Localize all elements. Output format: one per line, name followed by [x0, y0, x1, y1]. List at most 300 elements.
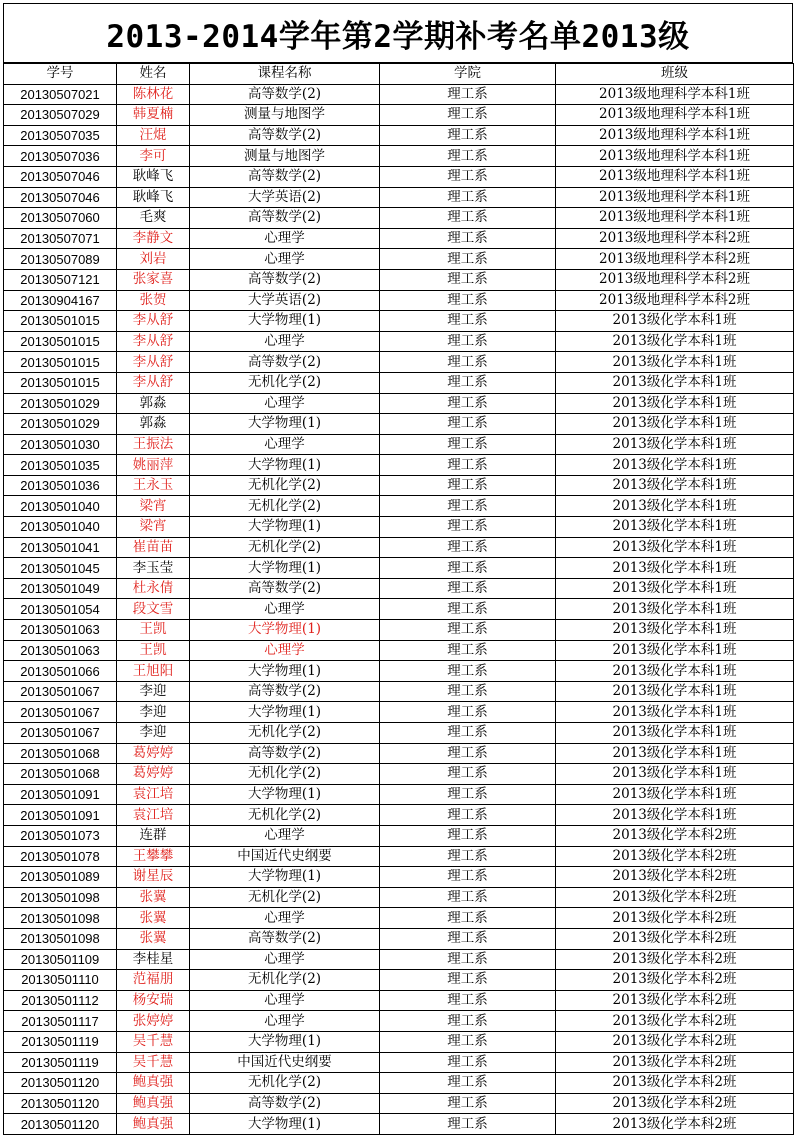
cell-student-id: 20130501120 [4, 1073, 117, 1094]
cell-student-id: 20130501098 [4, 908, 117, 929]
cell-college: 理工系 [380, 146, 556, 167]
cell-student-id: 20130507060 [4, 208, 117, 229]
header-course: 课程名称 [190, 64, 380, 85]
cell-student-id: 20130501054 [4, 599, 117, 620]
cell-class: 2013级化学本科1班 [556, 743, 794, 764]
cell-class: 2013级化学本科1班 [556, 372, 794, 393]
cell-student-id: 20130501040 [4, 496, 117, 517]
cell-college: 理工系 [380, 764, 556, 785]
cell-course: 大学物理(1) [190, 311, 380, 332]
cell-name: 张婷婷 [117, 1011, 190, 1032]
cell-class: 2013级化学本科1班 [556, 558, 794, 579]
table-row [4, 414, 794, 435]
cell-college: 理工系 [380, 208, 556, 229]
table-row [4, 640, 794, 661]
cell-name: 汪焜 [117, 125, 190, 146]
cell-student-id: 20130904167 [4, 290, 117, 311]
cell-course: 高等数学(2) [190, 269, 380, 290]
cell-name: 袁江培 [117, 784, 190, 805]
cell-course: 大学物理(1) [190, 702, 380, 723]
cell-name: 李迎 [117, 702, 190, 723]
cell-name: 李从舒 [117, 311, 190, 332]
cell-college: 理工系 [380, 125, 556, 146]
cell-class: 2013级化学本科1班 [556, 537, 794, 558]
cell-college: 理工系 [380, 187, 556, 208]
cell-student-id: 20130501112 [4, 990, 117, 1011]
cell-name: 王凯 [117, 620, 190, 641]
makeup-exam-sheet [3, 3, 793, 1135]
cell-class: 2013级化学本科1班 [556, 517, 794, 538]
cell-college: 理工系 [380, 784, 556, 805]
cell-student-id: 20130501109 [4, 949, 117, 970]
cell-course: 大学物理(1) [190, 517, 380, 538]
cell-class: 2013级地理科学本科1班 [556, 146, 794, 167]
cell-college: 理工系 [380, 84, 556, 105]
cell-college: 理工系 [380, 166, 556, 187]
cell-class: 2013级地理科学本科2班 [556, 269, 794, 290]
cell-college: 理工系 [380, 640, 556, 661]
cell-student-id: 20130501067 [4, 681, 117, 702]
cell-name: 葛婷婷 [117, 743, 190, 764]
cell-course: 无机化学(2) [190, 1073, 380, 1094]
cell-student-id: 20130501120 [4, 1114, 117, 1135]
cell-college: 理工系 [380, 1073, 556, 1094]
cell-college: 理工系 [380, 249, 556, 270]
cell-name: 梁宵 [117, 496, 190, 517]
cell-class: 2013级化学本科2班 [556, 1093, 794, 1114]
cell-college: 理工系 [380, 352, 556, 373]
cell-name: 王永玉 [117, 475, 190, 496]
cell-student-id: 20130501035 [4, 455, 117, 476]
cell-college: 理工系 [380, 558, 556, 579]
cell-class: 2013级化学本科1班 [556, 578, 794, 599]
sheet-title: 2013-2014学年第2学期补考名单2013级 [3, 3, 793, 63]
cell-name: 葛婷婷 [117, 764, 190, 785]
cell-student-id: 20130501073 [4, 825, 117, 846]
cell-student-id: 20130507121 [4, 269, 117, 290]
table-row [4, 166, 794, 187]
cell-student-id: 20130501030 [4, 434, 117, 455]
cell-course: 心理学 [190, 949, 380, 970]
cell-student-id: 20130501066 [4, 661, 117, 682]
table-row [4, 146, 794, 167]
cell-course: 无机化学(2) [190, 723, 380, 744]
cell-college: 理工系 [380, 990, 556, 1011]
table-row [4, 743, 794, 764]
table-row [4, 887, 794, 908]
cell-class: 2013级化学本科2班 [556, 1011, 794, 1032]
table-row [4, 1052, 794, 1073]
cell-class: 2013级地理科学本科1班 [556, 187, 794, 208]
cell-course: 无机化学(2) [190, 805, 380, 826]
cell-course: 无机化学(2) [190, 496, 380, 517]
cell-class: 2013级化学本科1班 [556, 414, 794, 435]
cell-college: 理工系 [380, 331, 556, 352]
cell-name: 李从舒 [117, 331, 190, 352]
cell-course: 高等数学(2) [190, 166, 380, 187]
cell-course: 大学物理(1) [190, 661, 380, 682]
cell-college: 理工系 [380, 1011, 556, 1032]
cell-course: 心理学 [190, 908, 380, 929]
cell-student-id: 20130507071 [4, 228, 117, 249]
cell-class: 2013级化学本科1班 [556, 702, 794, 723]
table-row [4, 970, 794, 991]
cell-name: 陈林花 [117, 84, 190, 105]
cell-college: 理工系 [380, 661, 556, 682]
cell-class: 2013级化学本科2班 [556, 1031, 794, 1052]
cell-student-id: 20130507046 [4, 166, 117, 187]
cell-course: 高等数学(2) [190, 681, 380, 702]
cell-class: 2013级化学本科1班 [556, 805, 794, 826]
cell-name: 张翼 [117, 928, 190, 949]
cell-course: 大学物理(1) [190, 455, 380, 476]
table-row [4, 949, 794, 970]
cell-name: 李从舒 [117, 372, 190, 393]
table-row [4, 784, 794, 805]
cell-name: 姚丽萍 [117, 455, 190, 476]
table-row [4, 723, 794, 744]
cell-student-id: 20130501029 [4, 393, 117, 414]
cell-course: 高等数学(2) [190, 578, 380, 599]
cell-class: 2013级化学本科2班 [556, 928, 794, 949]
cell-name: 鲍真强 [117, 1093, 190, 1114]
cell-class: 2013级化学本科1班 [556, 496, 794, 517]
table-row [4, 249, 794, 270]
cell-name: 张家喜 [117, 269, 190, 290]
cell-student-id: 20130501015 [4, 352, 117, 373]
cell-class: 2013级化学本科1班 [556, 434, 794, 455]
cell-class: 2013级化学本科1班 [556, 455, 794, 476]
cell-course: 中国近代史纲要 [190, 846, 380, 867]
cell-class: 2013级地理科学本科2班 [556, 290, 794, 311]
cell-class: 2013级化学本科1班 [556, 393, 794, 414]
cell-course: 大学英语(2) [190, 290, 380, 311]
cell-college: 理工系 [380, 949, 556, 970]
cell-course: 高等数学(2) [190, 352, 380, 373]
cell-student-id: 20130501067 [4, 723, 117, 744]
cell-class: 2013级化学本科1班 [556, 784, 794, 805]
table-row [4, 537, 794, 558]
cell-college: 理工系 [380, 290, 556, 311]
cell-student-id: 20130501091 [4, 784, 117, 805]
cell-student-id: 20130501041 [4, 537, 117, 558]
cell-class: 2013级化学本科1班 [556, 599, 794, 620]
cell-student-id: 20130501117 [4, 1011, 117, 1032]
cell-student-id: 20130501119 [4, 1031, 117, 1052]
cell-course: 高等数学(2) [190, 208, 380, 229]
cell-class: 2013级化学本科1班 [556, 723, 794, 744]
cell-student-id: 20130501067 [4, 702, 117, 723]
cell-name: 范福朋 [117, 970, 190, 991]
table-row [4, 1011, 794, 1032]
cell-class: 2013级化学本科2班 [556, 867, 794, 888]
cell-name: 吴千慧 [117, 1052, 190, 1073]
cell-student-id: 20130501120 [4, 1093, 117, 1114]
cell-college: 理工系 [380, 475, 556, 496]
cell-class: 2013级化学本科2班 [556, 908, 794, 929]
cell-name: 李桂星 [117, 949, 190, 970]
cell-name: 梁宵 [117, 517, 190, 538]
table-row [4, 702, 794, 723]
table-row [4, 805, 794, 826]
cell-course: 大学英语(2) [190, 187, 380, 208]
cell-name: 郭淼 [117, 414, 190, 435]
cell-course: 大学物理(1) [190, 1031, 380, 1052]
cell-class: 2013级化学本科2班 [556, 1073, 794, 1094]
cell-class: 2013级化学本科2班 [556, 1114, 794, 1135]
cell-course: 测量与地图学 [190, 105, 380, 126]
cell-name: 耿峰飞 [117, 187, 190, 208]
table-row [4, 825, 794, 846]
table-row [4, 558, 794, 579]
cell-college: 理工系 [380, 228, 556, 249]
cell-student-id: 20130507036 [4, 146, 117, 167]
cell-college: 理工系 [380, 970, 556, 991]
cell-class: 2013级化学本科2班 [556, 887, 794, 908]
cell-class: 2013级地理科学本科1班 [556, 125, 794, 146]
cell-course: 无机化学(2) [190, 475, 380, 496]
table-row [4, 846, 794, 867]
cell-student-id: 20130507035 [4, 125, 117, 146]
cell-name: 杜永倩 [117, 578, 190, 599]
cell-student-id: 20130501078 [4, 846, 117, 867]
cell-name: 张翼 [117, 908, 190, 929]
cell-class: 2013级地理科学本科2班 [556, 249, 794, 270]
cell-class: 2013级地理科学本科2班 [556, 228, 794, 249]
cell-course: 心理学 [190, 393, 380, 414]
cell-student-id: 20130501110 [4, 970, 117, 991]
table-row [4, 599, 794, 620]
cell-name: 李可 [117, 146, 190, 167]
table-row [4, 84, 794, 105]
cell-student-id: 20130501045 [4, 558, 117, 579]
table-row [4, 496, 794, 517]
cell-class: 2013级地理科学本科1班 [556, 166, 794, 187]
table-row [4, 517, 794, 538]
cell-name: 毛爽 [117, 208, 190, 229]
cell-student-id: 20130507021 [4, 84, 117, 105]
table-row [4, 105, 794, 126]
cell-course: 大学物理(1) [190, 620, 380, 641]
cell-name: 李迎 [117, 681, 190, 702]
cell-course: 心理学 [190, 331, 380, 352]
cell-course: 无机化学(2) [190, 764, 380, 785]
cell-course: 高等数学(2) [190, 1093, 380, 1114]
cell-student-id: 20130507089 [4, 249, 117, 270]
table-row [4, 187, 794, 208]
table-row [4, 1073, 794, 1094]
table-row [4, 311, 794, 332]
cell-class: 2013级化学本科2班 [556, 1052, 794, 1073]
cell-class: 2013级化学本科1班 [556, 681, 794, 702]
cell-college: 理工系 [380, 620, 556, 641]
cell-college: 理工系 [380, 723, 556, 744]
table-row [4, 290, 794, 311]
cell-name: 崔苗苗 [117, 537, 190, 558]
cell-course: 心理学 [190, 434, 380, 455]
cell-student-id: 20130507046 [4, 187, 117, 208]
cell-class: 2013级化学本科1班 [556, 352, 794, 373]
header-college: 学院 [380, 64, 556, 85]
cell-class: 2013级化学本科2班 [556, 825, 794, 846]
cell-name: 王攀攀 [117, 846, 190, 867]
table-row [4, 475, 794, 496]
cell-student-id: 20130501098 [4, 887, 117, 908]
cell-class: 2013级化学本科1班 [556, 764, 794, 785]
cell-class: 2013级化学本科1班 [556, 640, 794, 661]
cell-student-id: 20130501063 [4, 620, 117, 641]
cell-class: 2013级化学本科2班 [556, 846, 794, 867]
cell-class: 2013级化学本科1班 [556, 661, 794, 682]
table-row [4, 990, 794, 1011]
cell-name: 郭淼 [117, 393, 190, 414]
cell-name: 王振法 [117, 434, 190, 455]
cell-class: 2013级地理科学本科1班 [556, 105, 794, 126]
cell-student-id: 20130501063 [4, 640, 117, 661]
table-row [4, 352, 794, 373]
cell-college: 理工系 [380, 702, 556, 723]
cell-name: 杨安瑞 [117, 990, 190, 1011]
table-row [4, 681, 794, 702]
cell-course: 心理学 [190, 640, 380, 661]
cell-course: 心理学 [190, 1011, 380, 1032]
cell-course: 心理学 [190, 825, 380, 846]
cell-student-id: 20130501049 [4, 578, 117, 599]
cell-name: 吴千慧 [117, 1031, 190, 1052]
cell-student-id: 20130501068 [4, 743, 117, 764]
cell-student-id: 20130501036 [4, 475, 117, 496]
cell-college: 理工系 [380, 825, 556, 846]
table-row [4, 228, 794, 249]
cell-college: 理工系 [380, 805, 556, 826]
cell-course: 高等数学(2) [190, 125, 380, 146]
cell-course: 中国近代史纲要 [190, 1052, 380, 1073]
cell-course: 测量与地图学 [190, 146, 380, 167]
cell-course: 大学物理(1) [190, 414, 380, 435]
cell-student-id: 20130501098 [4, 928, 117, 949]
cell-course: 无机化学(2) [190, 372, 380, 393]
cell-student-id: 20130501029 [4, 414, 117, 435]
cell-college: 理工系 [380, 414, 556, 435]
cell-college: 理工系 [380, 372, 556, 393]
cell-course: 心理学 [190, 990, 380, 1011]
table-row [4, 1093, 794, 1114]
table-row [4, 455, 794, 476]
cell-course: 高等数学(2) [190, 743, 380, 764]
cell-college: 理工系 [380, 928, 556, 949]
cell-college: 理工系 [380, 517, 556, 538]
cell-name: 张翼 [117, 887, 190, 908]
table-row [4, 867, 794, 888]
table-row [4, 928, 794, 949]
cell-student-id: 20130507029 [4, 105, 117, 126]
cell-course: 无机化学(2) [190, 887, 380, 908]
cell-college: 理工系 [380, 455, 556, 476]
cell-college: 理工系 [380, 578, 556, 599]
cell-college: 理工系 [380, 1114, 556, 1135]
table-row [4, 372, 794, 393]
cell-class: 2013级化学本科2班 [556, 990, 794, 1011]
makeup-exam-table [3, 63, 794, 1135]
cell-college: 理工系 [380, 599, 556, 620]
cell-student-id: 20130501091 [4, 805, 117, 826]
cell-college: 理工系 [380, 743, 556, 764]
cell-name: 李静文 [117, 228, 190, 249]
cell-name: 张贺 [117, 290, 190, 311]
cell-college: 理工系 [380, 867, 556, 888]
cell-name: 李玉莹 [117, 558, 190, 579]
header-student-id: 学号 [4, 64, 117, 85]
cell-student-id: 20130501089 [4, 867, 117, 888]
cell-name: 袁江培 [117, 805, 190, 826]
cell-name: 耿峰飞 [117, 166, 190, 187]
cell-college: 理工系 [380, 846, 556, 867]
cell-class: 2013级化学本科1班 [556, 331, 794, 352]
cell-course: 大学物理(1) [190, 558, 380, 579]
table-row [4, 269, 794, 290]
cell-course: 高等数学(2) [190, 928, 380, 949]
table-row [4, 434, 794, 455]
cell-college: 理工系 [380, 887, 556, 908]
cell-name: 鲍真强 [117, 1073, 190, 1094]
table-row [4, 578, 794, 599]
cell-course: 高等数学(2) [190, 84, 380, 105]
table-row [4, 1031, 794, 1052]
cell-class: 2013级地理科学本科1班 [556, 84, 794, 105]
cell-course: 大学物理(1) [190, 867, 380, 888]
cell-name: 鲍真强 [117, 1114, 190, 1135]
cell-college: 理工系 [380, 393, 556, 414]
table-row [4, 764, 794, 785]
cell-college: 理工系 [380, 434, 556, 455]
cell-class: 2013级化学本科2班 [556, 949, 794, 970]
cell-college: 理工系 [380, 537, 556, 558]
cell-course: 无机化学(2) [190, 537, 380, 558]
cell-name: 王凯 [117, 640, 190, 661]
table-row [4, 393, 794, 414]
cell-name: 李迎 [117, 723, 190, 744]
cell-college: 理工系 [380, 269, 556, 290]
cell-student-id: 20130501015 [4, 331, 117, 352]
cell-name: 刘岩 [117, 249, 190, 270]
cell-class: 2013级化学本科1班 [556, 311, 794, 332]
cell-class: 2013级地理科学本科1班 [556, 208, 794, 229]
table-row [4, 1114, 794, 1135]
header-class: 班级 [556, 64, 794, 85]
cell-course: 心理学 [190, 228, 380, 249]
cell-name: 谢星辰 [117, 867, 190, 888]
cell-course: 大学物理(1) [190, 784, 380, 805]
header-name: 姓名 [117, 64, 190, 85]
table-row [4, 331, 794, 352]
cell-class: 2013级化学本科2班 [556, 970, 794, 991]
cell-name: 段文雪 [117, 599, 190, 620]
cell-college: 理工系 [380, 105, 556, 126]
cell-name: 连群 [117, 825, 190, 846]
cell-class: 2013级化学本科1班 [556, 475, 794, 496]
cell-college: 理工系 [380, 1031, 556, 1052]
cell-course: 大学物理(1) [190, 1114, 380, 1135]
cell-student-id: 20130501015 [4, 311, 117, 332]
table-row [4, 208, 794, 229]
cell-course: 心理学 [190, 249, 380, 270]
cell-college: 理工系 [380, 496, 556, 517]
cell-student-id: 20130501119 [4, 1052, 117, 1073]
cell-student-id: 20130501015 [4, 372, 117, 393]
cell-college: 理工系 [380, 908, 556, 929]
table-row [4, 661, 794, 682]
cell-college: 理工系 [380, 1052, 556, 1073]
